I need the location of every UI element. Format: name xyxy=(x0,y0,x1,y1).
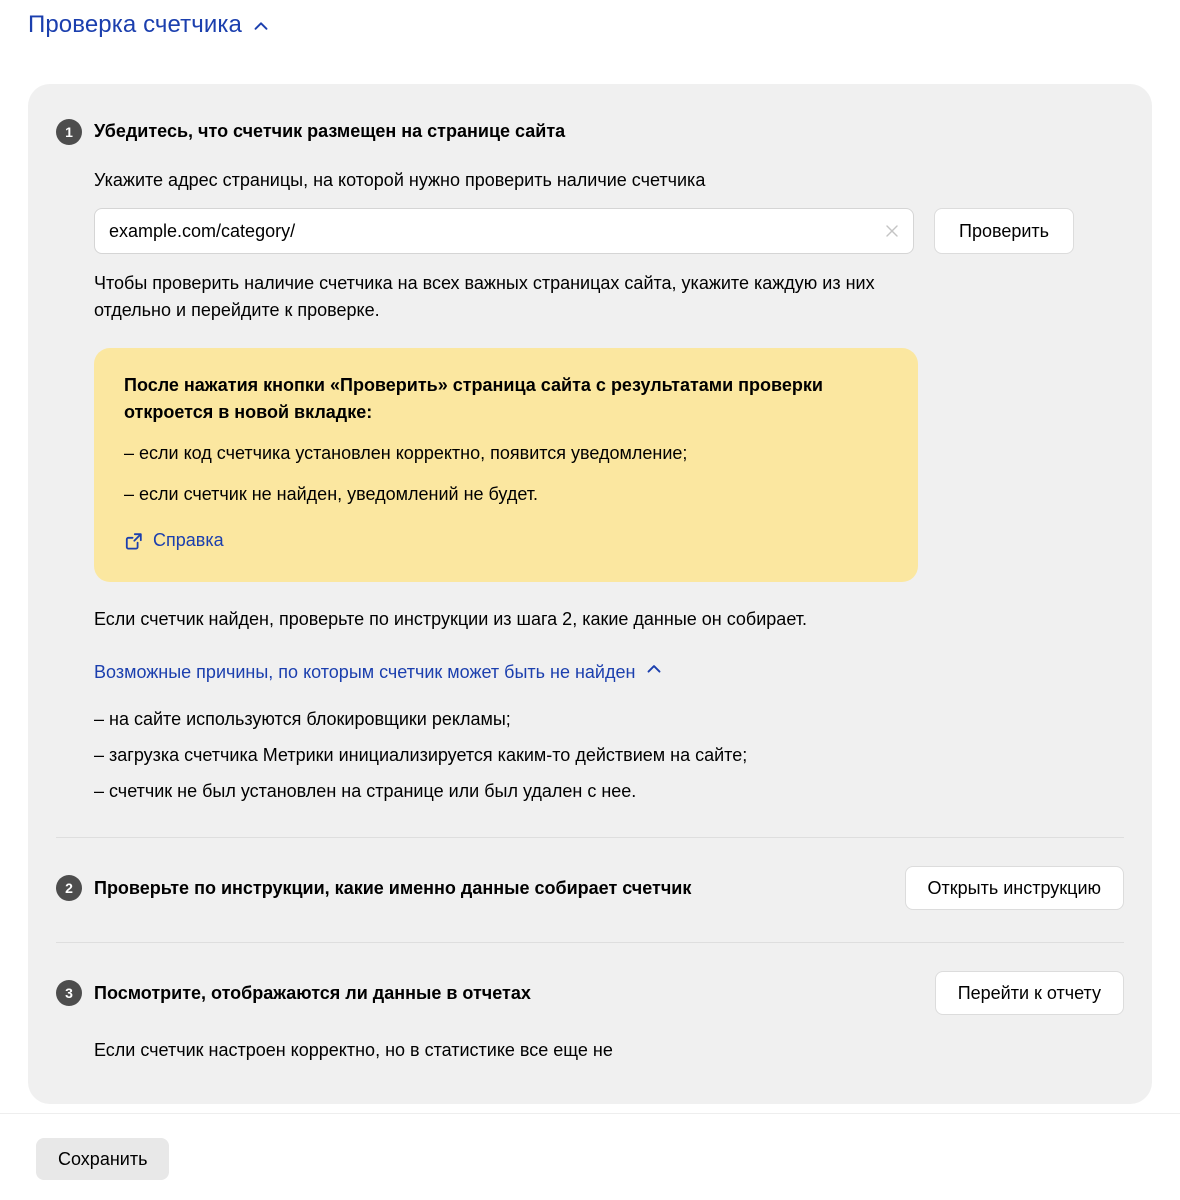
divider xyxy=(56,837,1124,838)
info-callout xyxy=(94,348,918,582)
reasons-toggle-label: Возможные причины, по которым счетчик может быть не найден xyxy=(94,661,636,682)
bottom-action-bar xyxy=(0,1113,1180,1200)
reasons-toggle[interactable] xyxy=(94,659,663,686)
chevron-up-icon[interactable] xyxy=(252,17,270,35)
help-link[interactable] xyxy=(124,530,224,551)
step-3-title: Посмотрите, отображаются ли данные в отчетах xyxy=(94,982,531,1003)
list-item: – на сайте используются блокировщики рекламы; xyxy=(94,708,511,729)
save-button[interactable]: Сохранить xyxy=(36,1138,169,1180)
url-check-row xyxy=(94,208,1124,254)
url-field-label: Укажите адрес страницы, на которой нужно проверить наличие счетчика xyxy=(94,170,706,190)
step-1-header xyxy=(56,118,1124,145)
check-button[interactable]: Проверить xyxy=(934,208,1074,254)
help-link-label: Справка xyxy=(153,530,224,550)
reasons-list xyxy=(94,706,1124,805)
chevron-up-icon xyxy=(645,659,663,686)
list-item: – счетчик не был установлен на странице или был удален с нее. xyxy=(94,780,637,801)
step-3-header xyxy=(56,979,531,1006)
step-2-header xyxy=(56,874,691,901)
divider xyxy=(56,942,1124,943)
url-input-wrap xyxy=(94,208,914,254)
step-3-badge: 3 xyxy=(56,980,82,1006)
step-3-body xyxy=(94,1037,1124,1064)
step-2-row xyxy=(56,866,1124,910)
step-1-title: Убедитесь, что счетчик размещен на странице сайта xyxy=(94,121,566,141)
list-item: – загрузка счетчика Метрики инициализируется каким-то действием на сайте; xyxy=(94,744,748,765)
after-callout-text: Если счетчик найден, проверьте по инструкции из шага 2, какие данные он собирает. xyxy=(94,608,807,629)
step-3-tail-text: Если счетчик настроен корректно, но в статистике все еще не xyxy=(94,1039,613,1060)
step-2-title: Проверьте по инструкции, какие именно данные собирает счетчик xyxy=(94,877,692,898)
url-check-note: Чтобы проверить наличие счетчика на всех важных страницах сайта, укажите каждую из них отдельно и перейдите к проверке. xyxy=(94,273,875,320)
step-1-badge: 1 xyxy=(56,119,82,145)
step-3-row xyxy=(56,971,1124,1015)
callout-title: После нажатия кнопки «Проверить» страница сайта с результатами проверки откроется в новой вкладке: xyxy=(124,375,823,422)
open-instruction-button[interactable]: Открыть инструкцию xyxy=(905,866,1124,910)
url-input[interactable] xyxy=(94,208,914,254)
counter-check-card xyxy=(28,84,1152,1104)
page-title: Проверка счетчика xyxy=(28,11,242,38)
step-2-badge: 2 xyxy=(56,875,82,901)
section-header-counter-check[interactable] xyxy=(28,8,270,42)
content-viewport[interactable] xyxy=(0,56,1180,1113)
callout-item: – если код счетчика установлен корректно, появится уведомление; xyxy=(124,443,688,463)
close-icon[interactable] xyxy=(880,219,904,243)
callout-item: – если счетчик не найден, уведомлений не будет. xyxy=(124,484,538,504)
step-1-body xyxy=(94,167,1124,805)
external-link-icon xyxy=(124,531,144,551)
go-to-report-button[interactable]: Перейти к отчету xyxy=(935,971,1124,1015)
